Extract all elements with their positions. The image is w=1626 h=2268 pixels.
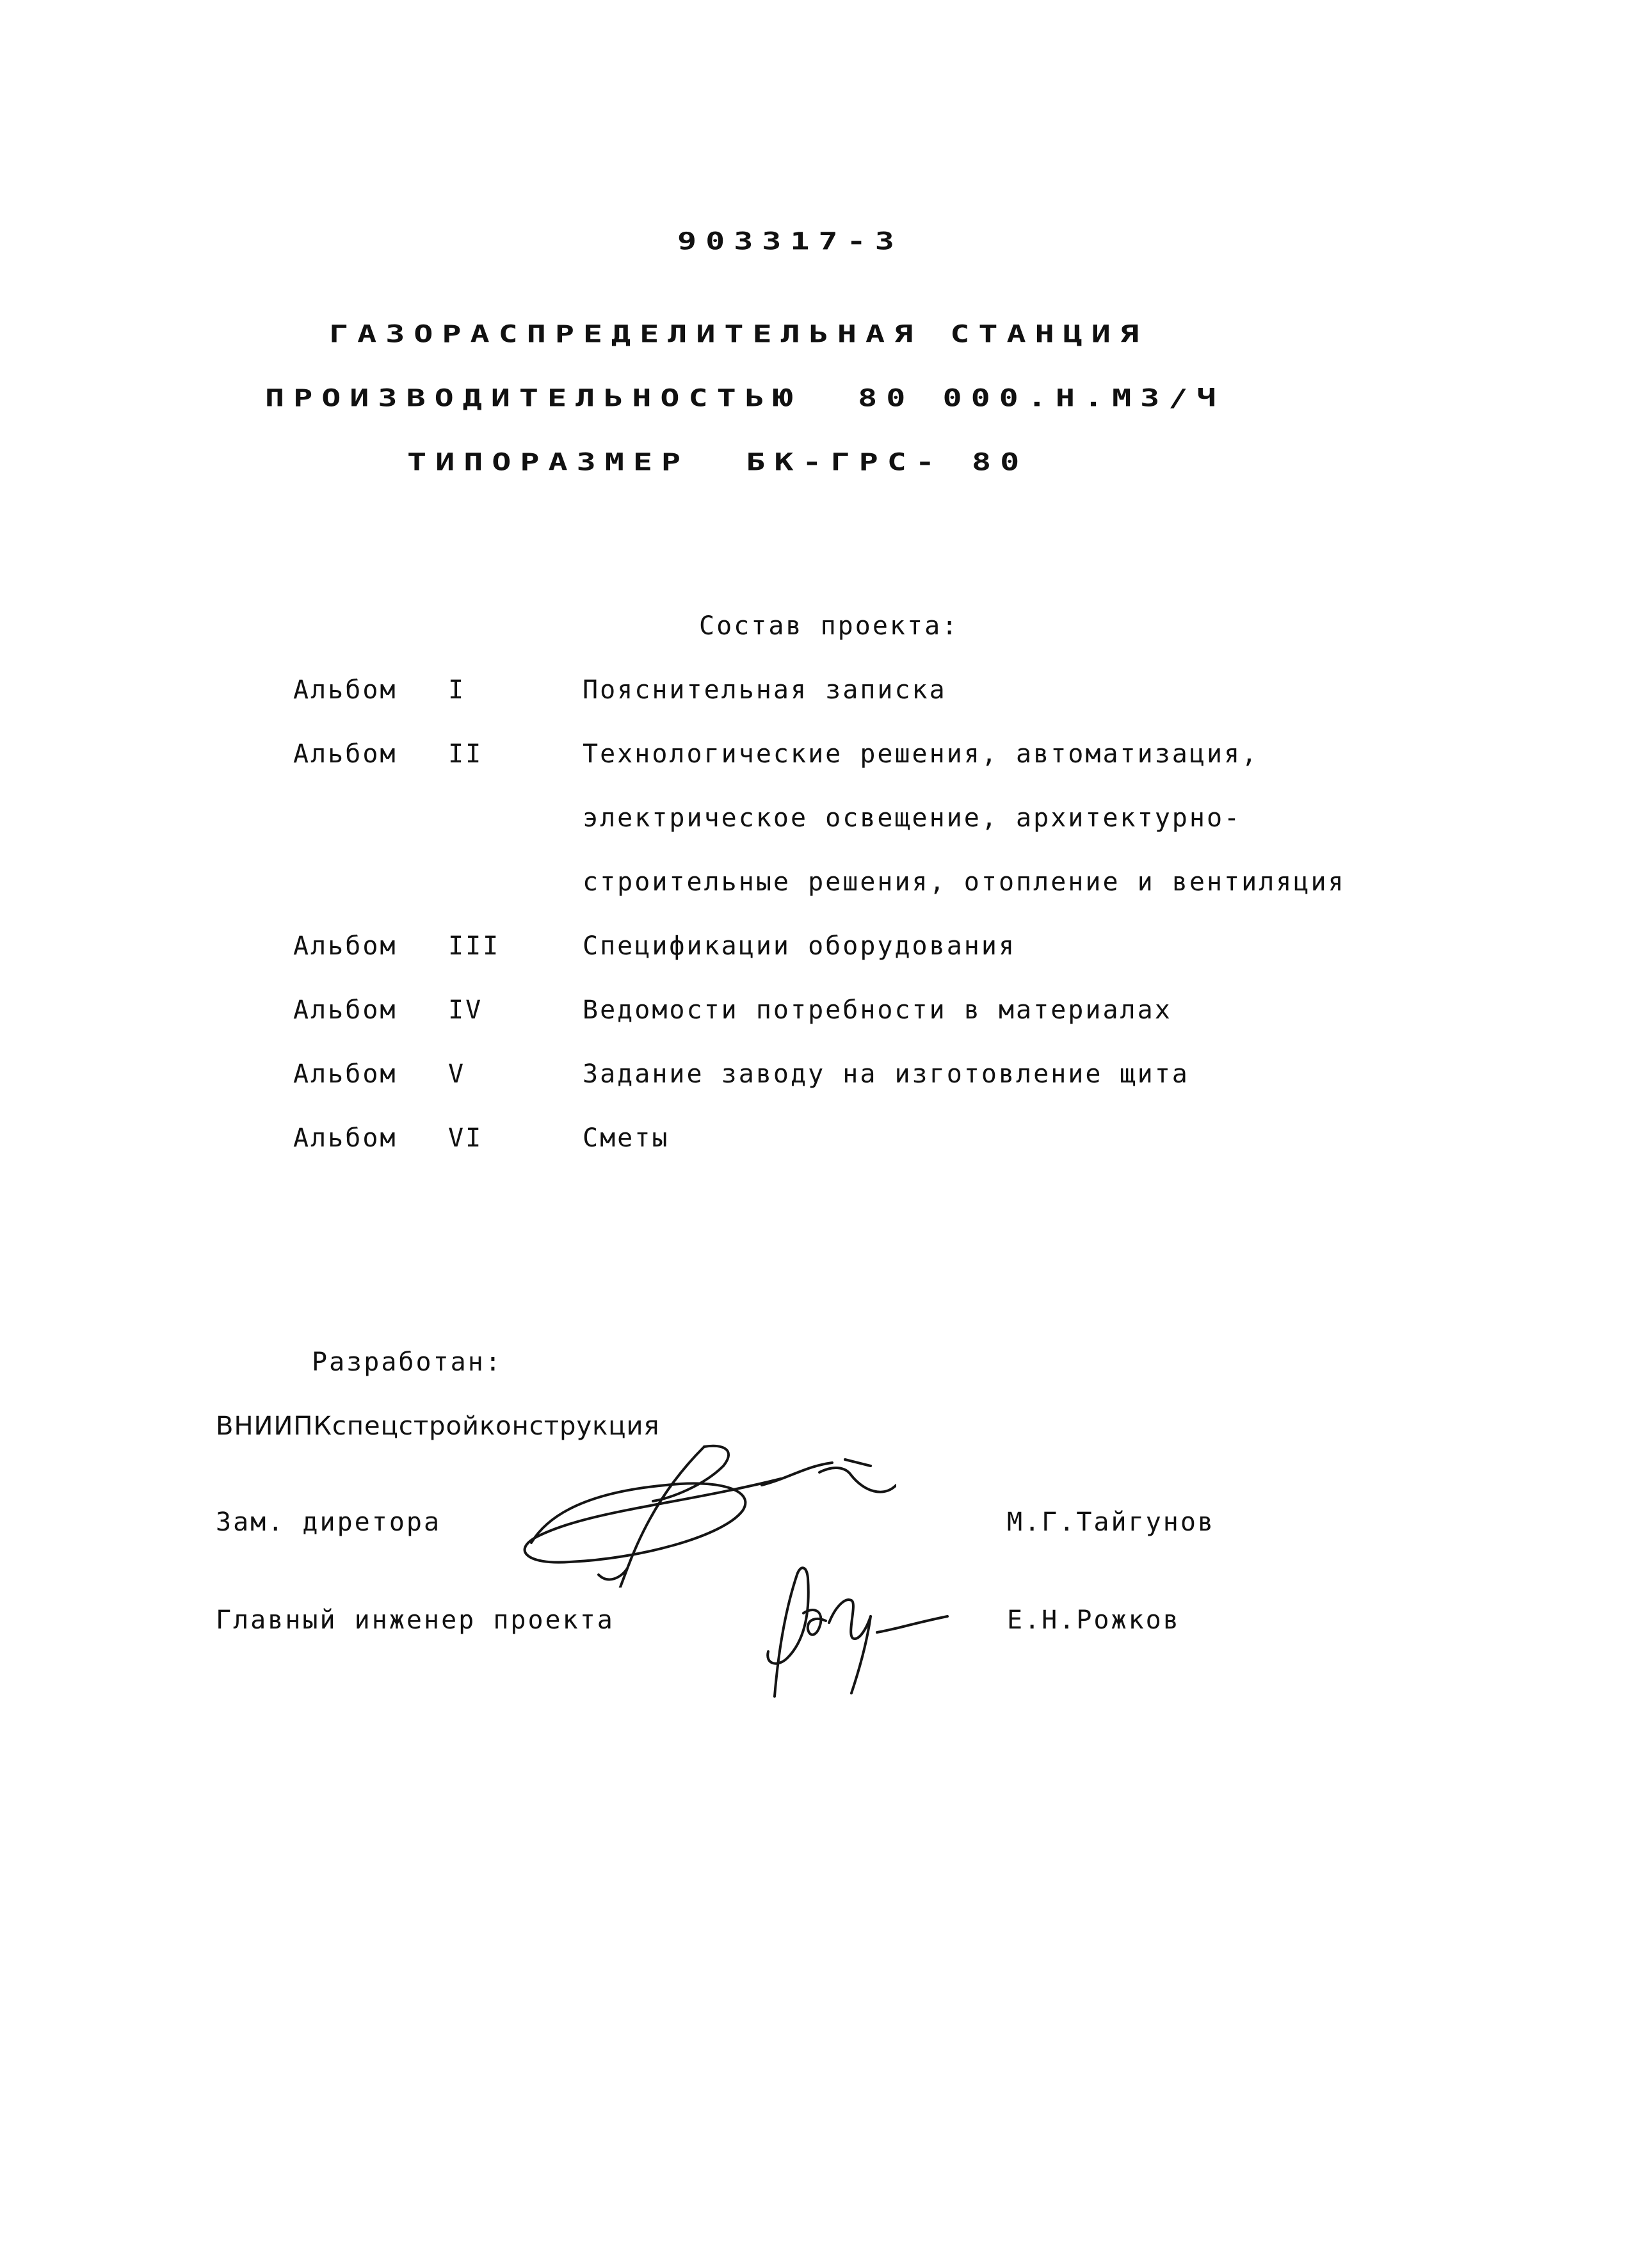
album-description: Ведомости потребности в материалах bbox=[583, 995, 1172, 1025]
album-label: Альбом bbox=[293, 1123, 398, 1153]
document-number: 903317-3 bbox=[677, 227, 903, 255]
chief-engineer-title: Главный инженер проекта bbox=[216, 1605, 615, 1635]
album-number: V bbox=[448, 1059, 466, 1089]
album-label: Альбом bbox=[293, 995, 398, 1025]
album-number: II bbox=[448, 739, 483, 769]
album-description: Спецификации оборудования bbox=[583, 931, 1017, 961]
album-description: Технологические решения, автоматизация, bbox=[583, 739, 1259, 769]
album-description-continued: строительные решения, отопление и вентиляция bbox=[583, 867, 1346, 897]
album-description: Пояснительная записка bbox=[583, 675, 947, 705]
contents-heading: Состав проекта: bbox=[699, 611, 960, 641]
album-label: Альбом bbox=[293, 931, 398, 961]
title-line-2: ПРОИЗВОДИТЕЛЬНОСТЬЮ 80 000.Н.М3/Ч bbox=[265, 384, 1225, 412]
album-label: Альбом bbox=[293, 739, 398, 769]
album-number: III bbox=[448, 931, 501, 961]
album-label: Альбом bbox=[293, 1059, 398, 1089]
title-line-1: ГАЗОРАСПРЕДЕЛИТЕЛЬНАЯ СТАНЦИЯ bbox=[329, 320, 1148, 348]
chief-engineer-signature bbox=[749, 1562, 954, 1709]
album-description: Задание заводу на изготовление щита bbox=[583, 1059, 1189, 1089]
album-number: I bbox=[448, 675, 466, 705]
organization-name: ВНИИПКспецстройконструкция bbox=[216, 1411, 660, 1441]
developed-by-label: Разработан: bbox=[312, 1347, 503, 1377]
chief-engineer-name: Е.Н.Рожков bbox=[1007, 1605, 1180, 1635]
album-description-continued: электрическое освещение, архитектурно- bbox=[583, 803, 1242, 833]
album-description: Сметы bbox=[583, 1123, 670, 1153]
deputy-director-title: Зам. диретора bbox=[216, 1508, 442, 1537]
album-number: VI bbox=[448, 1123, 483, 1153]
album-label: Альбом bbox=[293, 675, 398, 705]
title-line-3: ТИПОРАЗМЕР БК-ГРС- 80 bbox=[407, 448, 1029, 476]
album-number: IV bbox=[448, 995, 483, 1025]
deputy-director-name: М.Г.Тайгунов bbox=[1007, 1508, 1215, 1537]
